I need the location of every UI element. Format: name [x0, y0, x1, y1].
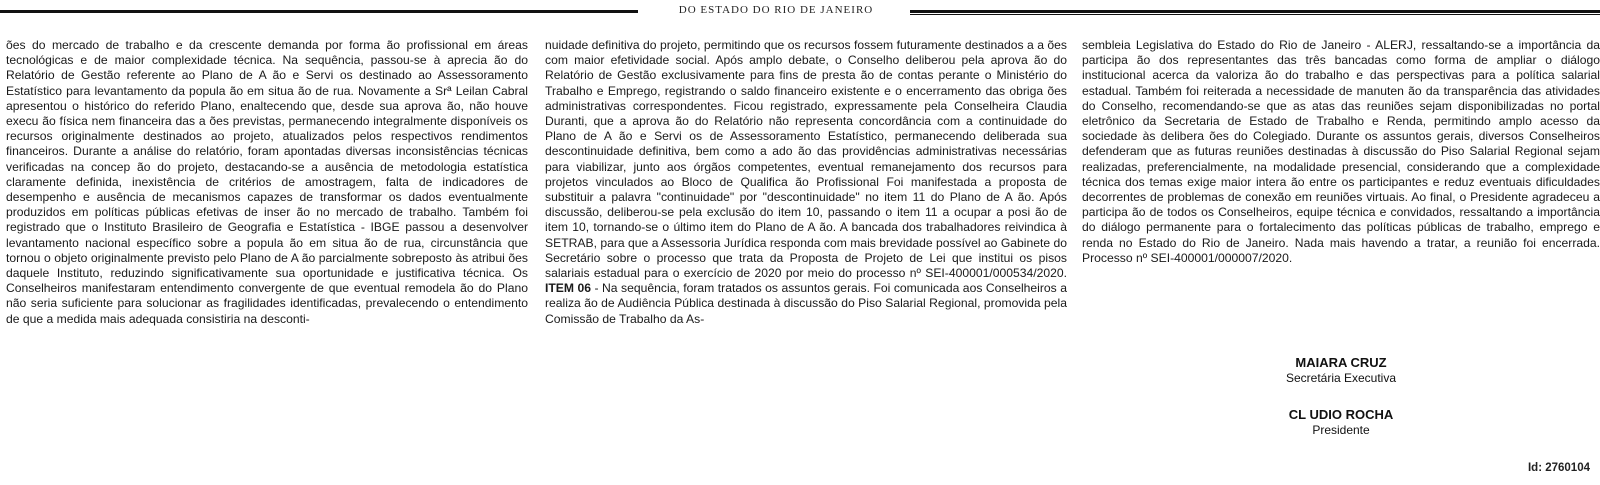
- document-id: Id: 2760104: [1527, 462, 1590, 474]
- column-2-text-before: nuidade definitiva do projeto, permitindo que os recursos fossem futuramente destinados a a ões com maior efetividade social. Após amplo debate, o Conselho deliberou pela aprova ão do Relatório de Gestão exclusivamente para fins de presta ão de contas perante o Ministério do Trabalho e Emprego, registrando o saldo financeiro existente e o encerramento das obriga ões administrativas correspondentes. Ficou registrado, expressamente pela Conselheira Claudia Duranti, que a aprova ão do Relatório não representa concordância com a continuidade do Plano de A ão e Servi os de Assessoramento Estatístico, permanecendo deliberada sua descontinuidade definitiva, bem como a ado ão das providências administrativas necessárias para viabilizar, junto aos órgãos competentes, eventual remanejamento dos recursos para projetos vinculados ao Bloco de Qualifica ão Profissional Foi manifestada a proposta de substituir a palavra "continuidade" por "descontinuidade" no item 11 do Plano de A ão. Após discussão, deliberou-se pela exclusão do item 10, passando o item 11 a ocupar a posi ão de item 10, tornando-se o último item do Plano de A ão. A bancada dos trabalhadores reivindica à SETRAB, para que a Assessoria Jurídica responda com mais brevidade possível ao Gabinete do Secretário sobre o processo que trata da Proposta de Projeto de Lei que institui os pisos salariais estadual para o exercício de 2020 por meio do processo nº SEI-400001/000534/2020.: [545, 38, 1067, 281]
- text-column-3: [1082, 38, 1600, 266]
- signature-role: Presidente: [1312, 423, 1370, 437]
- page-header: [0, 4, 1600, 18]
- column-2-paragraph: [545, 38, 1067, 327]
- signature-name: CL UDIO ROCHA: [1288, 407, 1394, 422]
- signature-block: [1082, 355, 1600, 437]
- signature-role: Secretária Executiva: [1285, 371, 1397, 385]
- column-3-paragraph: sembleia Legislativa do Estado do Rio de Janeiro - ALERJ, ressaltando-se a importância da participa ão dos representantes das três bancadas como forma de ampliar o diálogo institucional acerca da valoriza ão do trabalho e das perspectivas para a política salarial estadual. Também foi reiterada a necessidade de manuten ão da transparência das atividades do Conselho, recomendando-se que as atas das reuniões sejam disponibilizadas no portal eletrônico da Secretaria de Estado de Trabalho e Renda, permitindo amplo acesso da sociedade às delibera ões do Colegiado. Durante os assuntos gerais, diversos Conselheiros defenderam que as futuras reuniões destinadas à discussão do Piso Salarial Regional sejam realizadas, preferencialmente, na modalidade presencial, considerando que a complexidade técnica dos temas exige maior intera ão entre os participantes e reduz eventuais dificuldades decorrentes de problemas de conexão em reuniões virtuais. Ao final, o Presidente agradeceu a participa ão de todos os Conselheiros, equipe técnica e convidados, ressaltando a importância do diálogo permanente para o fortalecimento das políticas públicas de trabalho, emprego e renda no Estado do Rio de Janeiro. Nada mais havendo a tratar, a reunião foi encerrada. Processo nº SEI-400001/000007/2020.: [1082, 38, 1600, 265]
- signature-secretary: [1082, 355, 1600, 385]
- column-2-text-after: - Na sequência, foram tratados os assuntos gerais. Foi comunicada aos Conselheiros a realiza ão de Audiência Pública destinada à discussão do Piso Salarial Regional, promovida pela Comissão de Trabalho da As-: [545, 281, 1067, 326]
- text-column-2: [545, 38, 1067, 327]
- header-rule-left: [0, 10, 638, 13]
- header-rule-right: [910, 10, 1600, 13]
- text-column-1: [6, 38, 528, 327]
- signature-president: [1082, 407, 1600, 437]
- column-1-paragraph: ões do mercado de trabalho e da crescente demanda por forma ão profissional em áreas tecnológicas e de maior complexidade técnica. Na sequência, passou-se à aprecia ão do Relatório de Gestão referente ao Plano de A ão e Servi os destinado ao Assessoramento Estatístico para levantamento da popula ão em situa ão de rua. Novamente a Srª Leilan Cabral apresentou o histórico do referido Plano, enaltecendo que, desde sua aprova ão, não houve execu ão física nem financeira das a ões previstas, permanecendo integralmente disponíveis os recursos originalmente destinados ao projeto, atualizados pelos respectivos rendimentos financeiros. Durante a análise do relatório, foram apontadas diversas inconsistências técnicas verificadas na concep ão do projeto, destacando-se a ausência de metodologia estatística claramente definida, inexistência de critérios de amostragem, falta de indicadores de desempenho e ausência de mecanismos capazes de transformar os dados eventualmente produzidos em políticas públicas efetivas de inser ão no mercado de trabalho. Também foi registrado que o Instituto Brasileiro de Geografia e Estatística - IBGE passou a desenvolver levantamento nacional específico sobre a popula ão em situa ão de rua, circunstância que tornou o objeto originalmente previsto pelo Plano de A ão parcialmente sobreposto às atribui ões daquele Instituto, reduzindo significativamente sua oportunidade e justificativa técnica. Os Conselheiros manifestaram entendimento convergente de que eventual remodela ão do Plano não seria suficiente para solucionar as fragilidades identificadas, prevalecendo o entendimento de que a medida mais adequada consistiria na desconti-: [6, 38, 528, 326]
- item-heading: ITEM 06: [545, 281, 591, 296]
- header-title: DO ESTADO DO RIO DE JANEIRO: [678, 4, 874, 16]
- signature-name: MAIARA CRUZ: [1295, 355, 1387, 370]
